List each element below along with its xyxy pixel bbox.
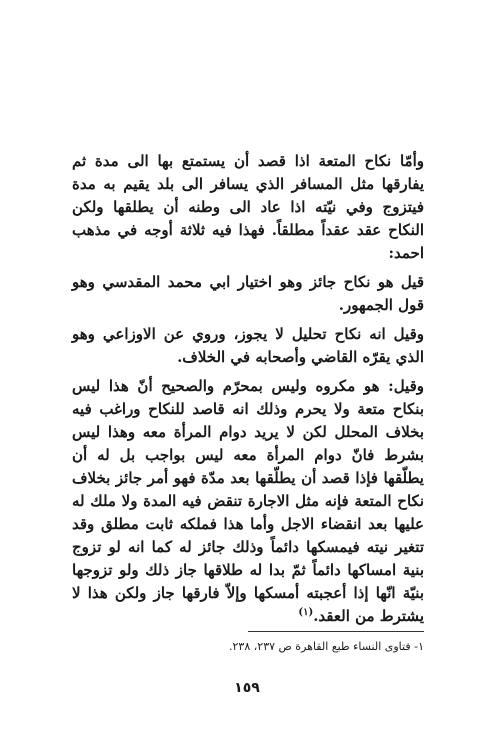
- paragraph-opinion-permissible: قيل هو نكاح جائز وهو اختيار ابي محمد المقدسي وهو قول الجمهور.: [72, 273, 424, 314]
- paragraph-opinion-tahlil: وقيل انه نكاح تحليل لا يجوز، وروي عن الاوزاعي وهو الذي يقرّه القاضي وأصحابه في الخلاف.: [72, 325, 424, 366]
- paragraph-opinion-disliked-text: وقيل: هو مكروه وليس بمحرّم والصحيح أنّ هذا ليس بنكاح متعة ولا يحرم وذلك انه قاصد للنكاح وراغب فيه بخلاف المحلل لكن لا يريد دوام المرأة معه وهذا ليس بشرط فانّ دوام المرأة معه ليس بواجب بل له أن يطلّقها فإذا قصد أن يطلّقها بعد مدّة فهو أمر جائز بخلاف نكاح المتعة فإنه مثل الاجارة تنقض فيه المدة ولا ملك له عليها بعد انقضاء الاجل وأما هذا فملكه ثابت مطلق وقد تتغير نيته فيمسكها دائماً وذلك جائز له كما انه لو تزوج بنية امساكها دائماً ثمّ بدا له طلاقها جاز ذلك ولو تزوجها بنيّة انّها إذا أعجبته أمسكها وإلاّ فارقها جاز ولكن هذا لا يشترط من العقد.: [72, 377, 424, 625]
- footnote-divider: [248, 631, 424, 632]
- page-number: ١٥٩: [234, 680, 260, 696]
- paragraph-opinion-disliked: [72, 375, 424, 628]
- paragraph-mutah-definition: وأمّا نكاح المتعة اذا قصد أن يستمتع بها الى مدة ثم يفارقها مثل المسافر الذي يسافر الى بلد يقيم به مدة فيتزوج وفي نيّته اذا عاد الى وطنه أن يطلقها ولكن النكاح عقد عقداً مطلقاً. فهذا فيه ثلاثة أوجه في مذهب احمد:: [72, 152, 424, 262]
- footnote: ١- فتاوى النساء طبع القاهرة ص ٢٣٧، ٢٣٨.: [229, 640, 424, 653]
- main-text: [72, 150, 424, 628]
- footnote-reference: (١): [298, 607, 314, 618]
